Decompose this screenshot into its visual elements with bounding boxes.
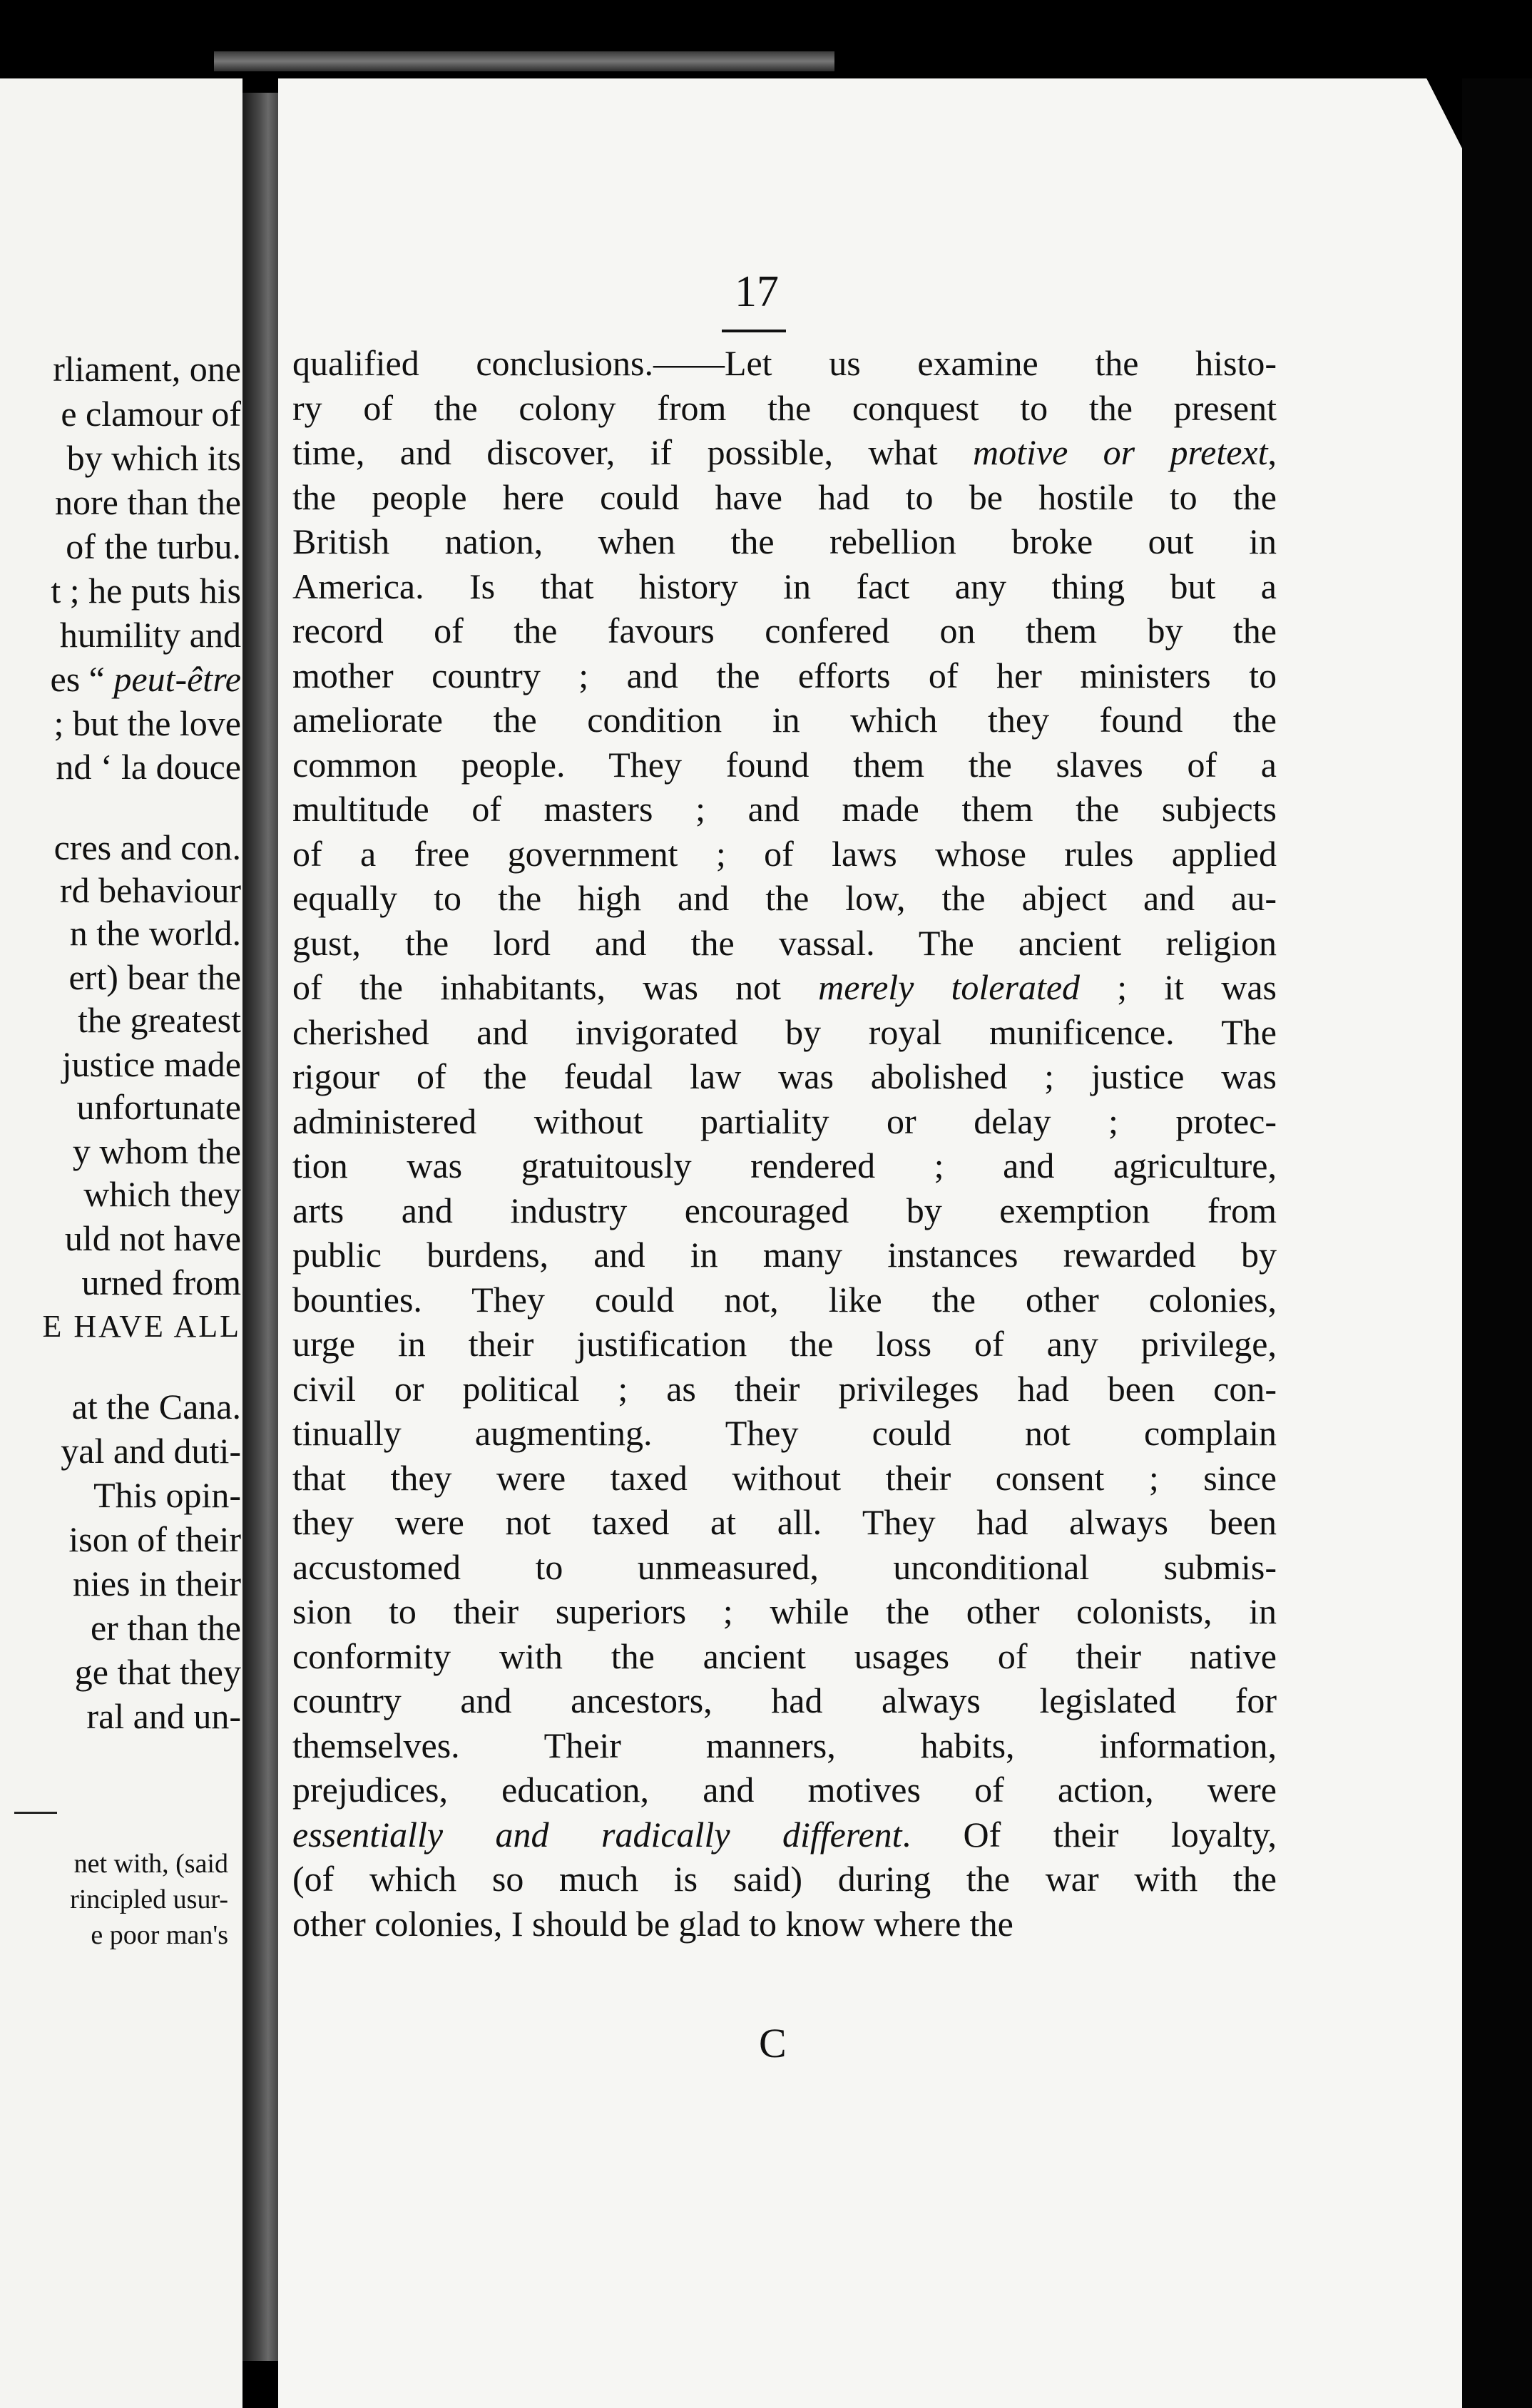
body-text-line: prejudices, education, and motives of action, were (292, 1770, 1277, 1810)
body-text-line: the people here could have had to be hostile to the (292, 476, 1277, 517)
facing-page-line: nies in their (72, 1563, 241, 1603)
signature-mark: C (759, 2020, 787, 2066)
body-text-line: civil or political ; as their privileges had been con- (292, 1368, 1277, 1409)
body-text-line: bounties. They could not, like the other colonies, (292, 1279, 1277, 1320)
facing-page-line: yal and duti- (61, 1431, 241, 1471)
body-text-line: they were not taxed at all. They had always been (292, 1502, 1277, 1542)
body-text-line: rigour of the feudal law was abolished ; justice was (292, 1056, 1277, 1096)
body-text-line: time, and discover, if possible, what motive or pretext, (292, 432, 1277, 472)
facing-page-line: e clamour of (61, 394, 241, 434)
facing-page-line: cres and con. (53, 827, 241, 867)
top-binding-strip (214, 51, 834, 71)
facing-page-line: uld not have (64, 1218, 241, 1258)
body-text-line: mother country ; and the efforts of her ministers to (292, 655, 1277, 695)
scan-border (1462, 78, 1532, 2408)
body-text-line: America. Is that history in fact any thing but a (292, 566, 1277, 606)
facing-page-line: which they (83, 1174, 241, 1214)
page-body-text (292, 341, 1277, 1946)
body-text-line: conformity with the ancient usages of their native (292, 1636, 1277, 1676)
body-text-line: record of the favours confered on them by the (292, 611, 1277, 651)
facing-page-line: at the Cana. (71, 1387, 241, 1427)
facing-page-line: ert) bear the (68, 957, 241, 997)
facing-page-line: urned from (81, 1262, 241, 1302)
facing-page-line: rliament, one (53, 349, 241, 389)
body-text-line: ry of the colony from the conquest to the present (292, 387, 1277, 428)
facing-page-line: er than the (90, 1608, 241, 1648)
facing-page-line: n the world. (69, 913, 241, 953)
facing-page-line: of the turbu. (66, 526, 241, 566)
body-text-line: tion was gratuitously rendered ; and agriculture, (292, 1146, 1277, 1185)
body-text-line: public burdens, and in many instances rewarded by (292, 1235, 1277, 1275)
facing-page-line: y whom the (72, 1131, 241, 1171)
facing-page-footnote-line: net with, (said (73, 1849, 228, 1879)
body-text-line: qualified conclusions.——Let us examine the histo- (292, 343, 1277, 383)
facing-page-line: the greatest (77, 1000, 241, 1040)
facing-page-line: This opin- (93, 1475, 241, 1515)
body-text-line: British nation, when the rebellion broke out in (292, 521, 1277, 561)
body-text-line: gust, the lord and the vassal. The ancient religion (292, 922, 1277, 963)
facing-page-line: es “ peut-être (50, 659, 241, 699)
page-number: 17 (735, 267, 779, 316)
page-number-rule (722, 330, 786, 332)
body-text-line: arts and industry encouraged by exemption from (292, 1190, 1277, 1230)
facing-page-line: nore than the (54, 482, 241, 522)
body-text-line: (of which so much is said) during the war with the (292, 1859, 1277, 1899)
page-corner (1426, 78, 1462, 121)
body-text-line: cherished and invigorated by royal munificence. The (292, 1011, 1277, 1052)
body-text-line: tinually augmenting. They could not complain (292, 1413, 1277, 1453)
facing-page-line: rd behaviour (59, 870, 241, 910)
facing-page-line: t ; he puts his (51, 571, 241, 611)
facing-page-line: ral and un- (86, 1696, 241, 1736)
body-text-line: that they were taxed without their consent ; since (292, 1457, 1277, 1498)
facing-page-footnote-line: rincipled usur- (70, 1884, 228, 1914)
facing-page-fragment (0, 78, 242, 2408)
body-text-line: other colonies, I should be glad to know where the (292, 1903, 1013, 1944)
facing-page-line: justice made (61, 1044, 241, 1084)
body-text-line: accustomed to unmeasured, unconditional submis- (292, 1546, 1277, 1587)
body-text-line: common people. They found them the slaves of a (292, 744, 1277, 785)
body-text-line: themselves. Their manners, habits, information, (292, 1725, 1277, 1765)
facing-page-line: E HAVE ALL (42, 1309, 241, 1344)
body-text-line: of the inhabitants, was not merely tolerated ; it was (292, 967, 1277, 1007)
footnote-rule (14, 1812, 57, 1814)
body-text-line: essentially and radically different. Of their loyalty, (292, 1814, 1277, 1855)
body-text-line: multitude of masters ; and made them the subjects (292, 789, 1277, 829)
body-text-line: equally to the high and the low, the abject and au- (292, 878, 1277, 918)
body-text-line: administered without partiality or delay ; protec- (292, 1101, 1277, 1141)
facing-page-line: humility and (59, 615, 241, 655)
facing-page-line: by which its (66, 438, 241, 478)
body-text-line: country and ancestors, had always legislated for (292, 1680, 1277, 1720)
body-text-line: ameliorate the condition in which they found the (292, 700, 1277, 740)
facing-page-line: ison of their (68, 1519, 241, 1559)
facing-page-line: ; but the love (53, 703, 241, 743)
facing-page-line: nd ‘ la douce (56, 747, 241, 787)
facing-page-line: unfortunate (76, 1087, 241, 1127)
body-text-line: urge in their justification the loss of any privilege, (292, 1324, 1277, 1364)
facing-page-footnote-line: e poor man's (91, 1920, 228, 1950)
body-text-line: of a free government ; of laws whose rules applied (292, 833, 1277, 874)
body-text-line: sion to their superiors ; while the other colonists, in (292, 1591, 1277, 1631)
facing-page-line: ge that they (74, 1652, 241, 1692)
